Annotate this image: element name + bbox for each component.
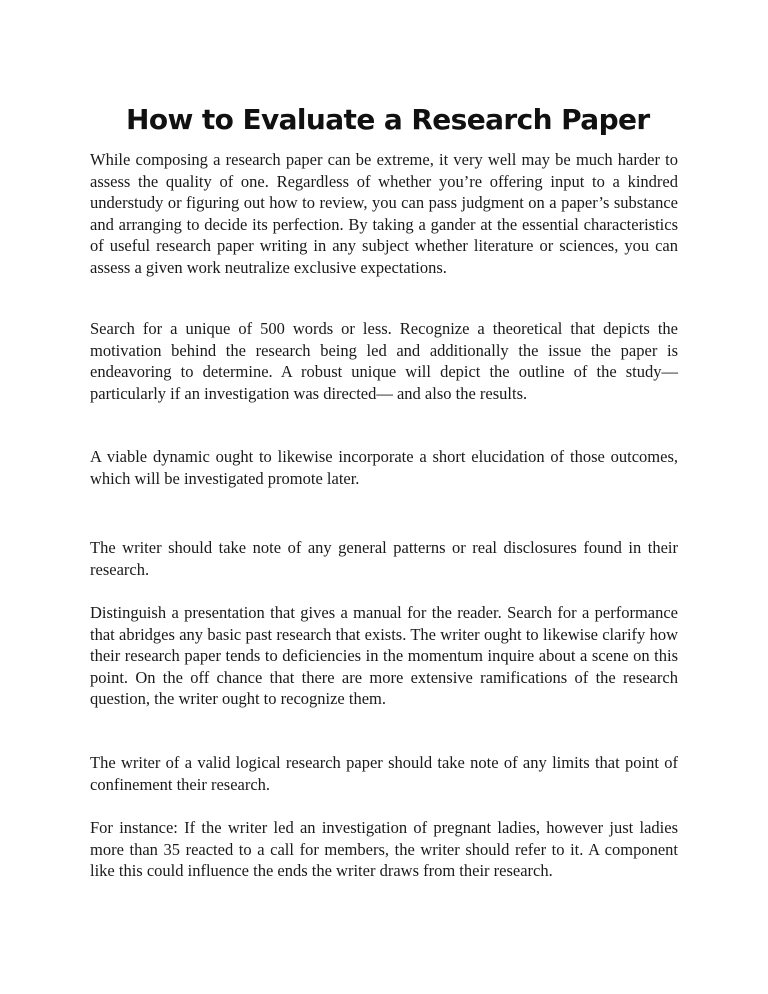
paragraph: Search for a unique of 500 words or less. Recognize a theoretical that depicts the motivation behind the research being led and additionally the issue the paper is endeavoring to determine. A robust unique will depict the outline of the study—particularly if an investigation was directed— and also the results. [90,319,678,403]
paragraph: Distinguish a presentation that gives a manual for the reader. Search for a performance that abridges any basic past research that exists. The writer ought to likewise clarify how their research paper tends to deficiencies in the momentum inquire about a scene on this point. On the off chance that there are more extensive ramifications of the research question, the writer ought to recognize them. [90,603,678,708]
paragraph: While composing a research paper can be extreme, it very well may be much harder to assess the quality of one. Regardless of whether you’re offering input to a kindred understudy or figuring out how to review, you can pass judgment on a paper’s substance and arranging to decide its perfection. By taking a gander at the essential characteristics of useful research paper writing in any subject whether literature or sciences, you can assess a given work neutralize exclusive expectations. [90,150,678,277]
paragraph: For instance: If the writer led an investigation of pregnant ladies, however just ladies more than 35 reacted to a call for members, the writer should refer to it. A component like this could influence the ends the writer draws from their research. [90,818,678,880]
page-title: How to Evaluate a Research Paper [126,103,650,136]
paragraph: The writer of a valid logical research paper should take note of any limits that point of confinement their research. [90,753,678,794]
paragraph: A viable dynamic ought to likewise incorporate a short elucidation of those outcomes, which will be investigated promote later. [90,447,678,488]
paragraph: The writer should take note of any general patterns or real disclosures found in their research. [90,538,678,579]
